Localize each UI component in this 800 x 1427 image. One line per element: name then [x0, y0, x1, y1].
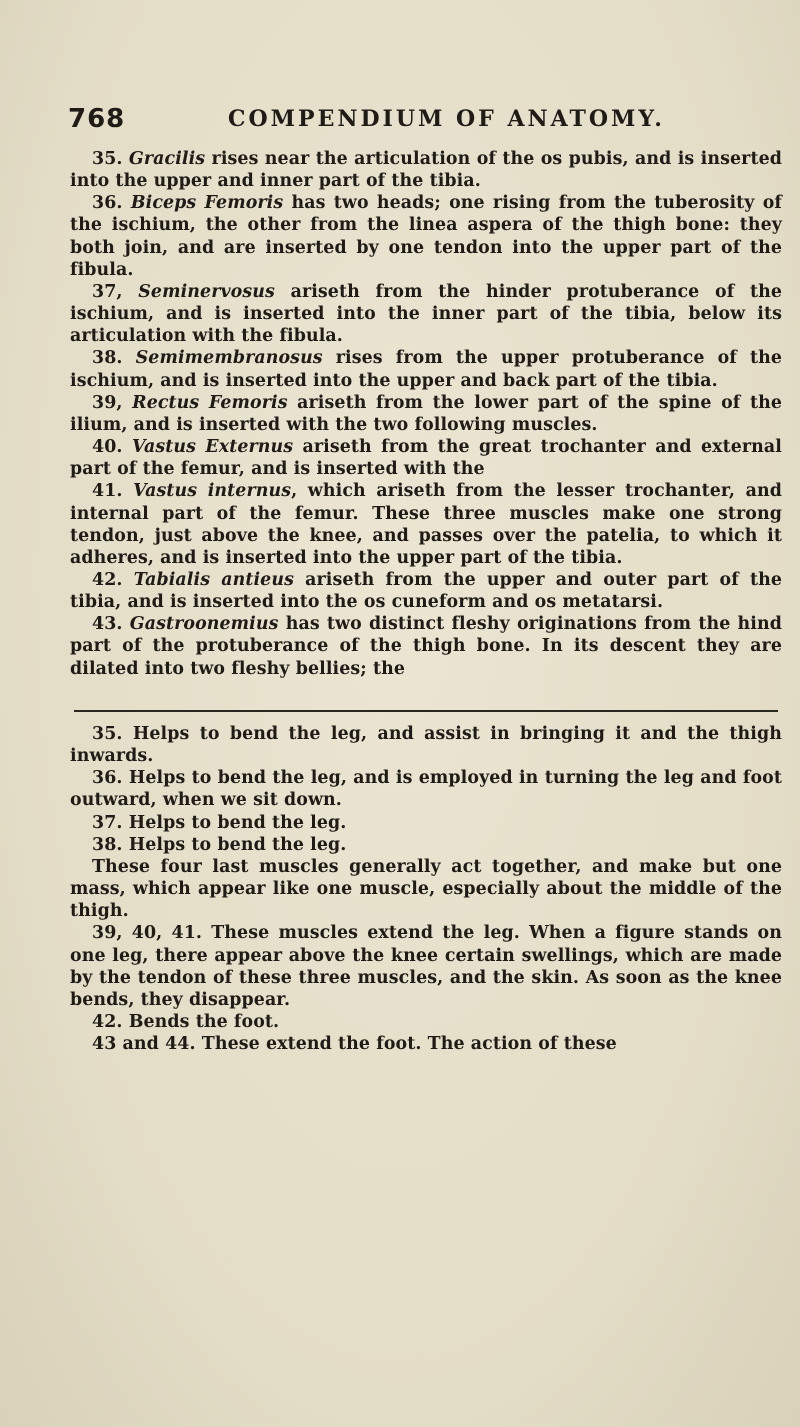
- muscle-entry: 39, Rectus Femoris ariseth from the lower part of the spine of the ilium, and is inserted with the two following muscles.: [70, 392, 782, 435]
- muscle-name: Biceps Femoris: [130, 193, 284, 214]
- muscle-entry: 35. Gracilis rises near the articulation of the os pubis, and is inserted into the upper and inner part of the tibia.: [70, 149, 782, 192]
- use-entry: 39, 40, 41. These muscles extend the leg. When a figure stands on one leg, there appear above the knee certain swellings, which are made by the tendon of these three muscles, and the skin. As soon as the knee bends, they disappear.: [70, 923, 782, 1010]
- muscle-name: Tabialis antieus: [133, 569, 294, 590]
- use-entry: 43 and 44. These extend the foot. The action of these: [92, 1034, 617, 1055]
- muscle-descriptions: [70, 148, 782, 680]
- page-number: 768: [68, 104, 126, 134]
- use-entry: These four last muscles generally act together, and make but one mass, which appear like one muscle, especially about the middle of the thigh.: [70, 856, 782, 922]
- muscle-entry: 43. Gastroonemius has two distinct fleshy originations from the hind part of the protuberance of the thigh bone. In its descent they are dilated into two fleshy bellies; the: [70, 614, 783, 679]
- muscle-name: Vastus Externus: [131, 437, 294, 458]
- muscle-uses: [70, 723, 782, 1055]
- muscle-name: Gastroonemius: [129, 614, 279, 635]
- muscle-name: Gracilis: [128, 149, 206, 169]
- muscle-entry: 42. Tabialis antieus ariseth from the upper and outer part of the tibia, and is inserted into the os cuneform and os metatarsi.: [70, 569, 782, 613]
- muscle-name: Semimembranosus: [135, 348, 323, 369]
- use-entry: 37. Helps to bend the leg.: [92, 812, 347, 833]
- page-header: [68, 104, 740, 144]
- muscle-entry: 40. Vastus Externus ariseth from the great trochanter and external part of the femur, and is inserted with the: [70, 437, 782, 480]
- use-entry: 36. Helps to bend the leg, and is employed in turning the leg and foot outward, when we sit down.: [70, 768, 782, 811]
- muscle-name: Vastus internus: [133, 481, 292, 502]
- muscle-name: Seminervosus: [138, 281, 275, 302]
- use-entry: 42. Bends the foot.: [92, 1012, 280, 1033]
- running-head: COMPENDIUM OF ANATOMY.: [228, 106, 665, 132]
- muscle-entry: 37, Seminervosus ariseth from the hinder protuberance of the ischium, and is inserted into the inner part of the tibia, below its articulation with the fibula.: [70, 281, 782, 347]
- muscle-entry: 36. Biceps Femoris has two heads; one rising from the tuberosity of the ischium, the other from the linea aspera of the thigh bone: they both join, and are inserted by one tendon into the upper part of the fibula.: [70, 193, 783, 280]
- muscle-entry: 38. Semimembranosus rises from the upper protuberance of the ischium, and is inserted into the upper and back part of the tibia.: [70, 348, 782, 391]
- section-divider: [74, 710, 778, 712]
- use-entry: 38. Helps to bend the leg.: [92, 834, 347, 855]
- muscle-entry: 41. Vastus internus, which ariseth from the lesser trochanter, and internal part of the femur. These three muscles make one strong tendon, just above the knee, and passes over the patelia, to which it adheres, and is inserted into the upper part of the tibia.: [70, 481, 782, 568]
- use-entry: 35. Helps to bend the leg, and assist in bringing it and the thigh inwards.: [70, 724, 782, 767]
- muscle-name: Rectus Femoris: [132, 392, 288, 413]
